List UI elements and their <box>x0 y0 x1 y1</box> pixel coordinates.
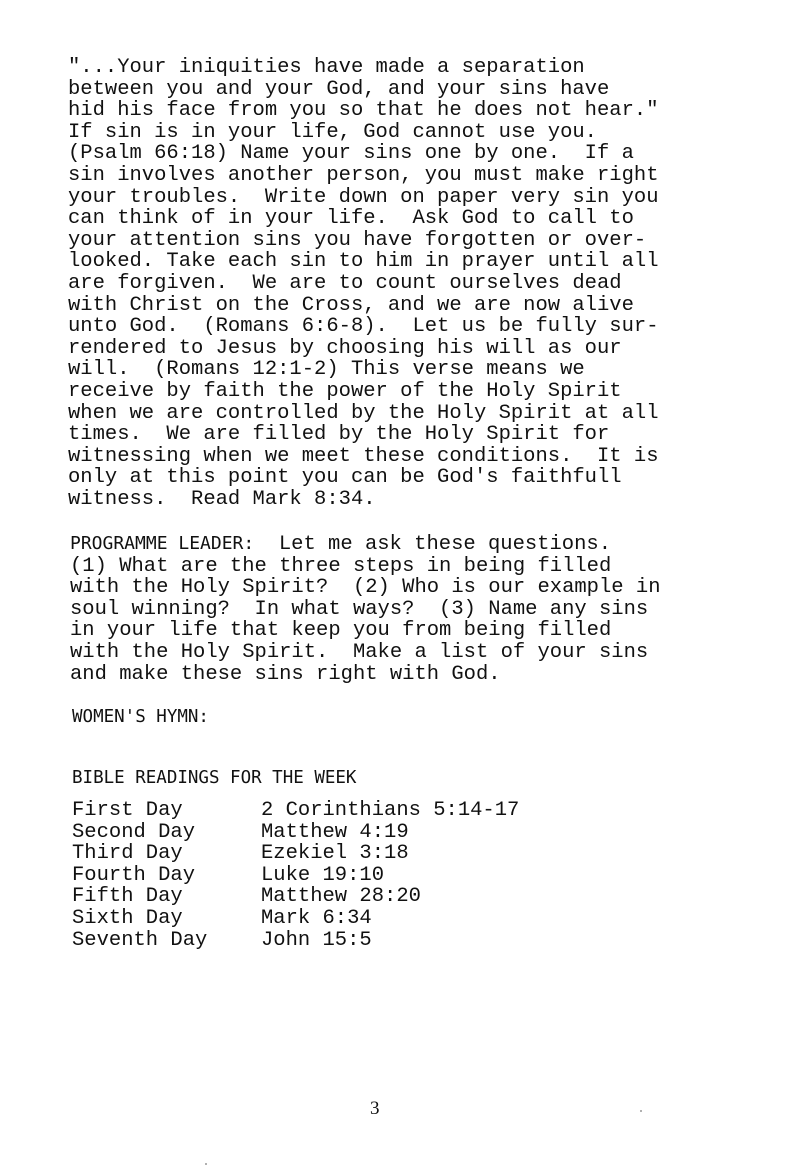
reading-day: Fifth Day <box>72 885 183 909</box>
bible-readings-heading: BIBLE READINGS FOR THE WEEK <box>72 768 357 788</box>
body-passage <box>68 57 768 510</box>
passage-line: your troubles. Write down on paper very sin you <box>68 185 659 209</box>
reading-day: Seventh Day <box>72 928 208 952</box>
passage-line: receive by faith the power of the Holy Spirit <box>68 379 622 403</box>
leader-first-line <box>70 533 770 556</box>
passage-line: with Christ on the Cross, and we are now alive <box>68 293 634 317</box>
reading-row <box>72 822 672 844</box>
reading-day: Third Day <box>72 842 183 866</box>
reading-reference: Mark 6:34 <box>261 906 372 930</box>
passage-line: can think of in your life. Ask God to call to <box>68 207 634 231</box>
programme-leader-label: PROGRAMME LEADER: <box>70 533 255 554</box>
passage-line: witness. Read Mark 8:34. <box>68 487 376 511</box>
womens-hymn-heading: WOMEN'S HYMN: <box>72 707 209 727</box>
reading-reference: Luke 19:10 <box>261 863 385 887</box>
leader-line: with the Holy Spirit. Make a list of your sins <box>70 640 649 664</box>
reading-row <box>72 908 672 930</box>
reading-row <box>72 930 672 952</box>
reading-row <box>72 843 672 865</box>
reading-reference: Matthew 4:19 <box>261 820 409 844</box>
passage-line: unto God. (Romans 6:6-8). Let us be fully sur- <box>68 315 659 339</box>
reading-day: First Day <box>72 799 183 822</box>
passage-line: times. We are filled by the Holy Spirit for <box>68 423 610 447</box>
reading-row <box>72 865 672 887</box>
passage-line: (Psalm 66:18) Name your sins one by one. If a <box>68 142 634 166</box>
page-number: 3 <box>370 1098 380 1119</box>
passage-line: between you and your God, and your sins have <box>68 77 610 101</box>
passage-line: "...Your iniquities have made a separation <box>68 56 585 79</box>
passage-line: when we are controlled by the Holy Spirit at all <box>68 401 659 425</box>
reading-row <box>72 800 672 822</box>
passage-line: your attention sins you have forgotten or over- <box>68 228 647 252</box>
leader-line: with the Holy Spirit? (2) Who is our example in <box>70 576 661 600</box>
bible-readings-table <box>72 800 672 951</box>
passage-line: are forgiven. We are to count ourselves dead <box>68 271 622 295</box>
reading-reference: Matthew 28:20 <box>261 885 421 909</box>
leader-line: in your life that keep you from being filled <box>70 619 612 643</box>
passage-line: looked. Take each sin to him in prayer until all <box>68 250 659 274</box>
reading-reference: John 15:5 <box>261 928 372 952</box>
reading-reference: Ezekiel 3:18 <box>261 842 409 866</box>
reading-row <box>72 886 672 908</box>
scan-speck <box>640 1110 642 1112</box>
programme-leader-section <box>70 533 770 685</box>
passage-line: witnessing when we meet these conditions. It is <box>68 444 659 468</box>
reading-day: Sixth Day <box>72 906 183 930</box>
passage-line: will. (Romans 12:1-2) This verse means we <box>68 358 585 382</box>
reading-reference: 2 Corinthians 5:14-17 <box>261 799 520 822</box>
passage-line: If sin is in your life, God cannot use you. <box>68 120 597 144</box>
leader-line: (1) What are the three steps in being filled <box>70 554 612 578</box>
passage-line: sin involves another person, you must make right <box>68 163 659 187</box>
leader-line: and make these sins right with God. <box>70 662 501 686</box>
reading-day: Fourth Day <box>72 863 196 887</box>
leader-line: soul winning? In what ways? (3) Name any sins <box>70 597 649 621</box>
scan-speck <box>205 1163 207 1165</box>
reading-day: Second Day <box>72 820 196 844</box>
passage-line: rendered to Jesus by choosing his will as our <box>68 336 622 360</box>
passage-line: only at this point you can be God's faithfull <box>68 466 622 490</box>
leader-intro-text: Let me ask these questions. <box>254 533 611 556</box>
passage-line: hid his face from you so that he does not hear." <box>68 99 659 123</box>
